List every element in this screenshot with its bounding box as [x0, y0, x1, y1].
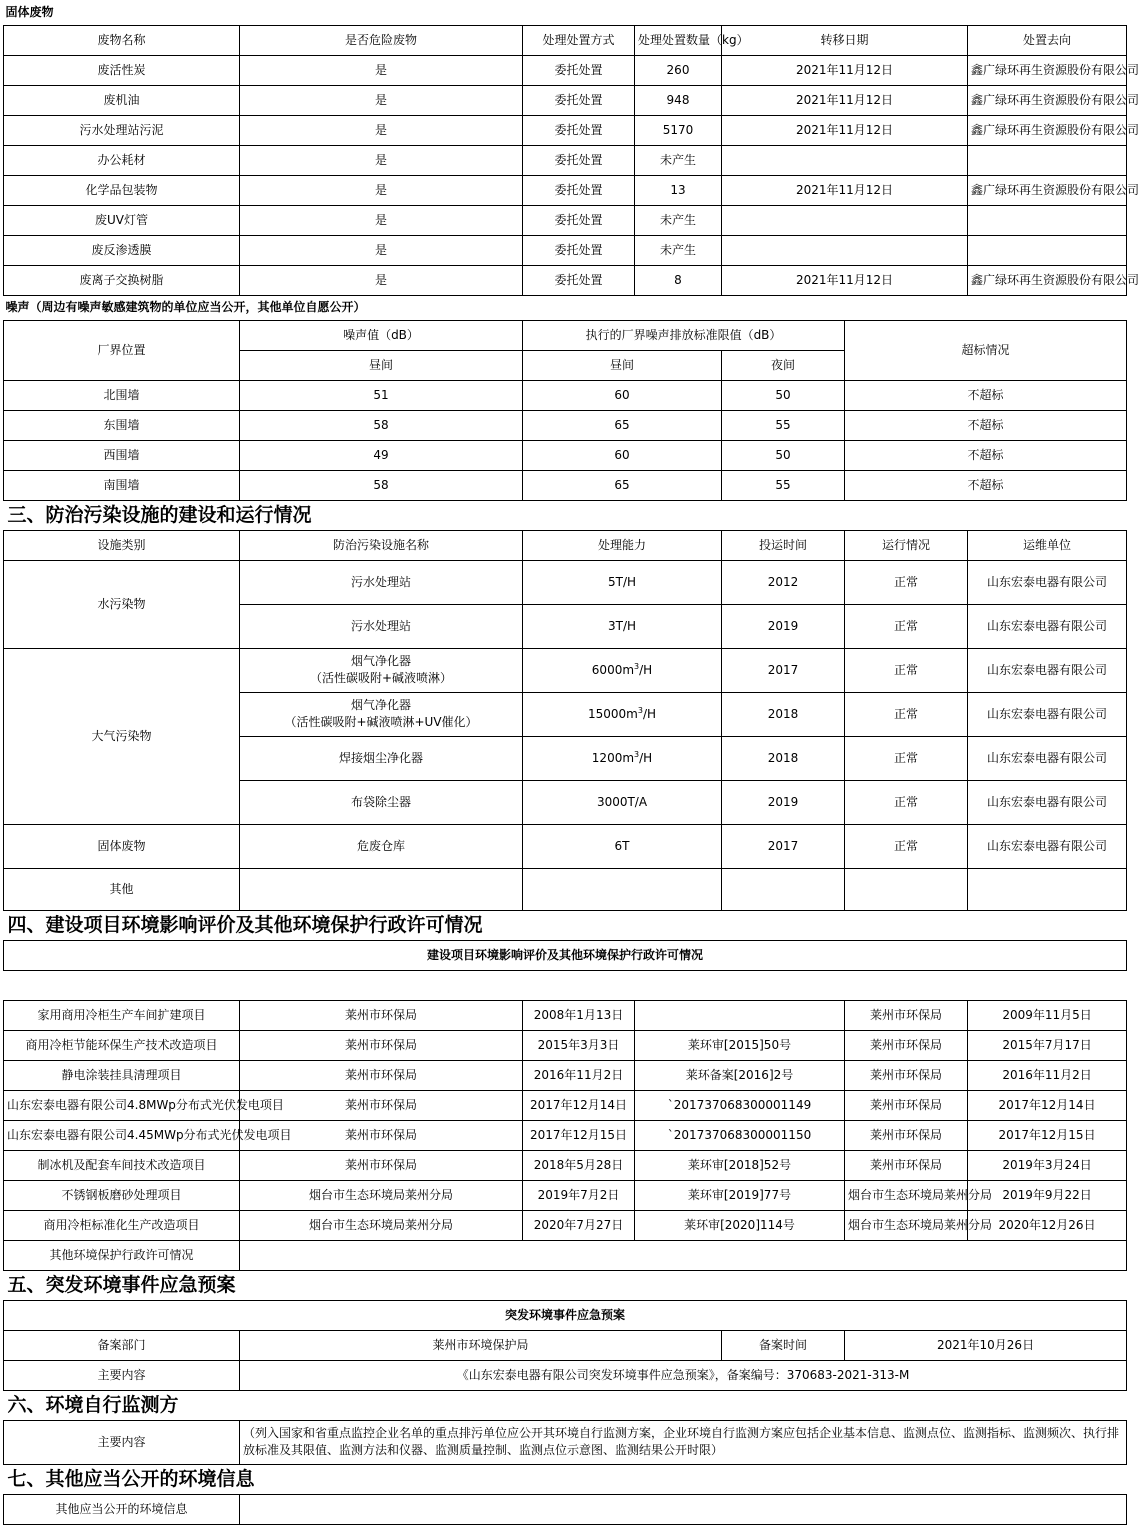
table-cell: 未产生 [635, 205, 722, 235]
table-cell: 2021年11月12日 [722, 55, 968, 85]
table-row [4, 1090, 1127, 1120]
table-cell: 2017年12月15日 [523, 1120, 635, 1150]
table-cell: 山东宏泰电器有限公司 [968, 648, 1127, 692]
section4-header-row [4, 970, 1127, 1000]
table-row [4, 380, 1127, 410]
noise-standard-header: 执行的厂界噪声排放标准限值（dB） [523, 320, 845, 350]
table-cell: 山东宏泰电器有限公司4.8MWp分布式光伏发电项目 [4, 1090, 240, 1120]
table-cell: 山东宏泰电器有限公司 [968, 692, 1127, 736]
table-row [4, 440, 1127, 470]
table-cell: 正常 [845, 560, 968, 604]
table-cell [722, 868, 845, 910]
col-header: 运行情况 [845, 530, 968, 560]
table-cell: 不超标 [845, 380, 1127, 410]
table-cell: 莱州市环保局 [240, 1030, 523, 1060]
section6-title: 六、环境自行监测方 [7, 1393, 179, 1416]
table-cell: 未产生 [635, 235, 722, 265]
table-cell: 是 [240, 85, 523, 115]
table-cell [968, 145, 1127, 175]
col-header: 处理能力 [523, 530, 722, 560]
section5-time-label: 备案时间 [722, 1330, 845, 1360]
table-cell: 2012 [722, 560, 845, 604]
facility-name-detail: （活性碳吸附+碱液喷淋+UV催化） [284, 715, 478, 729]
table-cell: 正常 [845, 824, 968, 868]
facility-name-detail: （活性碳吸附+碱液喷淋） [309, 671, 453, 685]
table-cell: 2016年11月2日 [968, 1060, 1127, 1090]
table-row [4, 175, 1127, 205]
table-row [4, 115, 1127, 145]
capacity-value: 3000T/A [596, 794, 648, 809]
capacity-cell [523, 692, 722, 736]
table-cell: 鑫广绿环再生资源股份有限公司 [968, 265, 1127, 295]
section5-title-row [4, 1270, 1127, 1300]
table-cell: 委托处置 [523, 265, 635, 295]
col-header: 处置去向 [968, 25, 1127, 55]
table-cell: 南围墙 [4, 470, 240, 500]
table-cell: 260 [635, 55, 722, 85]
table-cell: 49 [240, 440, 523, 470]
table-cell [845, 868, 968, 910]
capacity-exponent: 3 [637, 705, 643, 715]
table-cell: 委托处置 [523, 55, 635, 85]
facility-name-cell [240, 648, 523, 692]
table-cell: 是 [240, 115, 523, 145]
section4-other-row [4, 1240, 1127, 1270]
table-row [4, 470, 1127, 500]
section6-content-value: （列入国家和省重点监控企业名单的重点排污单位应公开其环境自行监测方案，企业环境自行监测方案应包括企业基本信息、监测点位、监测指标、监测频次、执行排放标准及其限值、监测方法和仪器、监测质量控制、监测点位示意图、监测结果公开时限） [240, 1420, 1127, 1464]
capacity-unit: /H [639, 662, 653, 677]
facility-name: 焊接烟尘净化器 [338, 750, 423, 765]
table-cell: 危废仓库 [240, 824, 523, 868]
table-cell: 是 [240, 265, 523, 295]
table-cell: 不超标 [845, 470, 1127, 500]
table-row [4, 205, 1127, 235]
table-cell: 60 [523, 440, 722, 470]
table-cell: 2015年7月17日 [968, 1030, 1127, 1060]
facility-name-cell [240, 780, 523, 824]
section6-content-label: 主要内容 [4, 1420, 240, 1464]
table-cell: 烟台市生态环境局莱州分局 [240, 1180, 523, 1210]
table-cell: 莱州市环保局 [845, 1000, 968, 1030]
section3-header-row [4, 530, 1127, 560]
col-header: 是否危险废物 [240, 25, 523, 55]
main-table [3, 0, 1139, 1525]
table-cell: 西围墙 [4, 440, 240, 470]
noise-value-header: 噪声值（dB） [240, 320, 523, 350]
table-cell: 50 [722, 380, 845, 410]
table-cell: 莱环审[2018]52号 [635, 1150, 845, 1180]
table-cell: 2020年7月27日 [523, 1210, 635, 1240]
table-cell: 莱州市环保局 [845, 1090, 968, 1120]
table-cell: 2021年11月12日 [722, 115, 968, 145]
capacity-value: 6000m [591, 662, 635, 677]
table-row [4, 824, 1127, 868]
table-cell: 静电涂装挂具清理项目 [4, 1060, 240, 1090]
table-cell: 北围墙 [4, 380, 240, 410]
section6-title-row [4, 1390, 1127, 1420]
facility-name: 布袋除尘器 [350, 794, 411, 809]
table-cell: 是 [240, 145, 523, 175]
table-row [4, 85, 1127, 115]
noise-std-night-header: 夜间 [722, 350, 845, 380]
col-header: 处理处置方式 [523, 25, 635, 55]
table-cell: 鑫广绿环再生资源股份有限公司 [968, 175, 1127, 205]
table-cell: 2019年7月2日 [523, 1180, 635, 1210]
solid-waste-header-row [4, 25, 1127, 55]
table-cell: 是 [240, 175, 523, 205]
table-cell: 家用商用冷柜生产车间扩建项目 [4, 1000, 240, 1030]
table-row [4, 868, 1127, 910]
table-cell: 50 [722, 440, 845, 470]
capacity-cell [523, 648, 722, 692]
section4-body [4, 1000, 1127, 1240]
table-cell: 废机油 [4, 85, 240, 115]
table-cell: 2017年12月15日 [968, 1120, 1127, 1150]
capacity-value: 1200m [591, 750, 635, 765]
table-cell: 山东宏泰电器有限公司 [968, 736, 1127, 780]
table-cell: 废活性炭 [4, 55, 240, 85]
table-cell: 商用冷柜节能环保生产技术改造项目 [4, 1030, 240, 1060]
table-cell: 莱州市环保局 [845, 1150, 968, 1180]
table-cell: 不超标 [845, 410, 1127, 440]
table-cell: 正常 [845, 780, 968, 824]
table-cell: 2017 [722, 648, 845, 692]
section7-title-row [4, 1464, 1127, 1494]
table-cell: 莱州市环保局 [240, 1120, 523, 1150]
table-cell: 13 [635, 175, 722, 205]
section6-content-row [4, 1420, 1127, 1464]
table-cell: 正常 [845, 604, 968, 648]
col-header: 投运时间 [722, 530, 845, 560]
table-cell: 烟台市生态环境局莱州分局 [845, 1180, 968, 1210]
table-cell: 2021年11月12日 [722, 85, 968, 115]
table-cell: 2019年9月22日 [968, 1180, 1127, 1210]
solid-waste-title: 固体废物 [5, 4, 54, 19]
table-cell: 莱环审[2015]50号 [635, 1030, 845, 1060]
category-cell: 水污染物 [4, 560, 240, 648]
table-cell: 委托处置 [523, 145, 635, 175]
table-cell: 委托处置 [523, 115, 635, 145]
table-cell [240, 868, 523, 910]
table-cell: 污水处理站污泥 [4, 115, 240, 145]
table-cell: 莱州市环保局 [240, 1000, 523, 1030]
table-cell: 化学品包装物 [4, 175, 240, 205]
section7-value [240, 1494, 1127, 1524]
solid-waste-body [4, 55, 1139, 295]
section5-time-value: 2021年10月26日 [845, 1330, 1127, 1360]
table-cell: 3T/H [523, 604, 722, 648]
table-cell: 2017年12月14日 [523, 1090, 635, 1120]
table-cell: 948 [635, 85, 722, 115]
section4-title-row [4, 910, 1127, 940]
table-cell: 山东宏泰电器有限公司 [968, 604, 1127, 648]
table-cell: 废UV灯管 [4, 205, 240, 235]
table-cell: 废离子交换树脂 [4, 265, 240, 295]
table-cell: 污水处理站 [240, 560, 523, 604]
table-cell: 2019年3月24日 [968, 1150, 1127, 1180]
table-cell: 制冰机及配套车间技术改造项目 [4, 1150, 240, 1180]
table-cell: 山东宏泰电器有限公司 [968, 780, 1127, 824]
table-cell: 东围墙 [4, 410, 240, 440]
col-header: 处理处置数量（kg） [635, 25, 722, 55]
table-cell: 58 [240, 410, 523, 440]
facility-name-cell [240, 736, 523, 780]
section5-content-row [4, 1360, 1127, 1390]
table-cell: 2016年11月2日 [523, 1060, 635, 1090]
table-cell: 废反渗透膜 [4, 235, 240, 265]
table-row [4, 55, 1127, 85]
table-row [4, 560, 1127, 604]
section4-other-label: 其他环境保护行政许可情况 [4, 1240, 240, 1270]
capacity-exponent: 3 [634, 749, 640, 759]
table-cell: 5170 [635, 115, 722, 145]
table-cell [722, 145, 968, 175]
facility-name: 烟气净化器 [350, 654, 411, 668]
noise-title: 噪声（周边有噪声敏感建筑物的单位应当公开，其他单位自愿公开） [5, 300, 366, 314]
section5-title: 五、突发环境事件应急预案 [7, 1273, 236, 1296]
table-row [4, 410, 1127, 440]
table-cell: 正常 [845, 648, 968, 692]
table-cell: 2019 [722, 604, 845, 648]
table-cell: 8 [635, 265, 722, 295]
table-cell [722, 205, 968, 235]
section5-content-value: 《山东宏泰电器有限公司突发环境事件应急预案》，备案编号：370683-2021-313-M [240, 1360, 1127, 1390]
table-cell: 莱州市环保局 [240, 1060, 523, 1090]
capacity-value: 15000m [587, 706, 638, 721]
capacity-cell [523, 780, 722, 824]
table-cell: 2017年12月14日 [968, 1090, 1127, 1120]
section7-title: 七、其他应当公开的环境信息 [7, 1467, 255, 1490]
table-cell: 山东宏泰电器有限公司 [968, 560, 1127, 604]
section4-table-title-row [4, 940, 1127, 970]
table-cell: 正常 [845, 736, 968, 780]
section3-title: 三、防治污染设施的建设和运行情况 [7, 503, 312, 526]
table-cell: 2018 [722, 736, 845, 780]
capacity-cell [523, 736, 722, 780]
section3-title-row [4, 500, 1127, 530]
noise-day-header: 昼间 [240, 350, 523, 380]
table-cell [635, 1000, 845, 1030]
section4-table-title: 建设项目环境影响评价及其他环境保护行政许可情况 [4, 940, 1127, 970]
table-cell: 鑫广绿环再生资源股份有限公司 [968, 115, 1127, 145]
table-cell: 2009年11月5日 [968, 1000, 1127, 1030]
noise-body [4, 380, 1127, 500]
table-cell: 委托处置 [523, 175, 635, 205]
table-cell: 65 [523, 470, 722, 500]
table-cell: 鑫广绿环再生资源股份有限公司 [968, 55, 1127, 85]
table-cell: `201737068300001149 [635, 1090, 845, 1120]
solid-waste-title-row [4, 0, 1127, 25]
table-cell: 5T/H [523, 560, 722, 604]
table-cell: 2017 [722, 824, 845, 868]
table-cell [722, 235, 968, 265]
table-cell: 委托处置 [523, 235, 635, 265]
table-cell: 6T [523, 824, 722, 868]
table-cell [523, 868, 722, 910]
table-cell: 委托处置 [523, 205, 635, 235]
table-cell: 58 [240, 470, 523, 500]
table-cell: 2018年5月28日 [523, 1150, 635, 1180]
table-cell: 51 [240, 380, 523, 410]
category-cell: 固体废物 [4, 824, 240, 868]
facility-name-cell [240, 692, 523, 736]
capacity-unit: /H [639, 750, 653, 765]
table-cell: 是 [240, 55, 523, 85]
table-cell: 2019 [722, 780, 845, 824]
table-cell: 莱州市环保局 [240, 1090, 523, 1120]
table-cell: 2008年1月13日 [523, 1000, 635, 1030]
table-cell: 山东宏泰电器有限公司 [968, 824, 1127, 868]
document [3, 0, 1139, 1525]
section4-title: 四、建设项目环境影响评价及其他环境保护行政许可情况 [7, 913, 483, 936]
table-cell: 莱州市环保局 [845, 1060, 968, 1090]
table-row [4, 1030, 1127, 1060]
table-row [4, 1150, 1127, 1180]
table-cell: 莱州市环保局 [845, 1120, 968, 1150]
table-cell: 2020年12月26日 [968, 1210, 1127, 1240]
table-cell: 山东宏泰电器有限公司4.45MWp分布式光伏发电项目 [4, 1120, 240, 1150]
table-cell: 60 [523, 380, 722, 410]
table-cell: 2021年11月12日 [722, 265, 968, 295]
table-cell: `201737068300001150 [635, 1120, 845, 1150]
col-header: 设施类别 [4, 530, 240, 560]
table-cell: 不锈钢板磨砂处理项目 [4, 1180, 240, 1210]
section7-row [4, 1494, 1127, 1524]
table-cell: 办公耗材 [4, 145, 240, 175]
col-header: 转移日期 [722, 25, 968, 55]
table-cell: 65 [523, 410, 722, 440]
table-cell: 未产生 [635, 145, 722, 175]
table-cell: 正常 [845, 692, 968, 736]
col-header: 防治污染设施名称 [240, 530, 523, 560]
noise-position-header: 厂界位置 [4, 320, 240, 380]
table-cell: 鑫广绿环再生资源股份有限公司 [968, 85, 1127, 115]
table-cell: 2018 [722, 692, 845, 736]
section5-dept-row [4, 1330, 1127, 1360]
table-cell: 是 [240, 235, 523, 265]
table-cell [968, 868, 1127, 910]
section5-table-title-row [4, 1300, 1127, 1330]
table-cell: 55 [722, 470, 845, 500]
table-row [4, 1210, 1127, 1240]
section5-content-label: 主要内容 [4, 1360, 240, 1390]
table-cell: 烟台市生态环境局莱州分局 [240, 1210, 523, 1240]
table-row [4, 235, 1127, 265]
col-header: 运维单位 [968, 530, 1127, 560]
table-row [4, 1120, 1127, 1150]
table-cell: 委托处置 [523, 85, 635, 115]
section7-label: 其他应当公开的环境信息 [4, 1494, 240, 1524]
table-row [4, 1060, 1127, 1090]
table-cell: 55 [722, 410, 845, 440]
noise-std-day-header: 昼间 [523, 350, 722, 380]
table-cell: 污水处理站 [240, 604, 523, 648]
table-cell: 莱环审[2019]77号 [635, 1180, 845, 1210]
table-cell: 莱州市环保局 [240, 1150, 523, 1180]
section5-dept-label: 备案部门 [4, 1330, 240, 1360]
table-cell: 是 [240, 205, 523, 235]
capacity-exponent: 3 [634, 661, 640, 671]
table-row [4, 265, 1127, 295]
table-cell [968, 205, 1127, 235]
table-row [4, 1180, 1127, 1210]
table-cell: 莱环审[2020]114号 [635, 1210, 845, 1240]
capacity-unit: /H [642, 706, 657, 721]
table-cell: 莱州市环保局 [845, 1030, 968, 1060]
table-cell: 2015年3月3日 [523, 1030, 635, 1060]
category-cell: 其他 [4, 868, 240, 910]
noise-title-row [4, 295, 1127, 320]
noise-exceed-header: 超标情况 [845, 320, 1127, 380]
col-header: 废物名称 [4, 25, 240, 55]
table-row [4, 648, 1127, 692]
table-cell: 商用冷柜标准化生产改造项目 [4, 1210, 240, 1240]
category-cell: 大气污染物 [4, 648, 240, 824]
table-row [4, 145, 1127, 175]
table-cell: 莱环备案[2016]2号 [635, 1060, 845, 1090]
table-cell [968, 235, 1127, 265]
table-cell: 烟台市生态环境局莱州分局 [845, 1210, 968, 1240]
section3-body [4, 560, 1127, 910]
table-row [4, 1000, 1127, 1030]
table-cell: 2021年11月12日 [722, 175, 968, 205]
noise-header-row [4, 320, 1127, 350]
facility-name: 烟气净化器 [350, 698, 411, 712]
section5-dept-value: 莱州市环境保护局 [240, 1330, 722, 1360]
section4-other-value [240, 1240, 1127, 1270]
section5-table-title: 突发环境事件应急预案 [4, 1300, 1127, 1330]
table-cell: 不超标 [845, 440, 1127, 470]
